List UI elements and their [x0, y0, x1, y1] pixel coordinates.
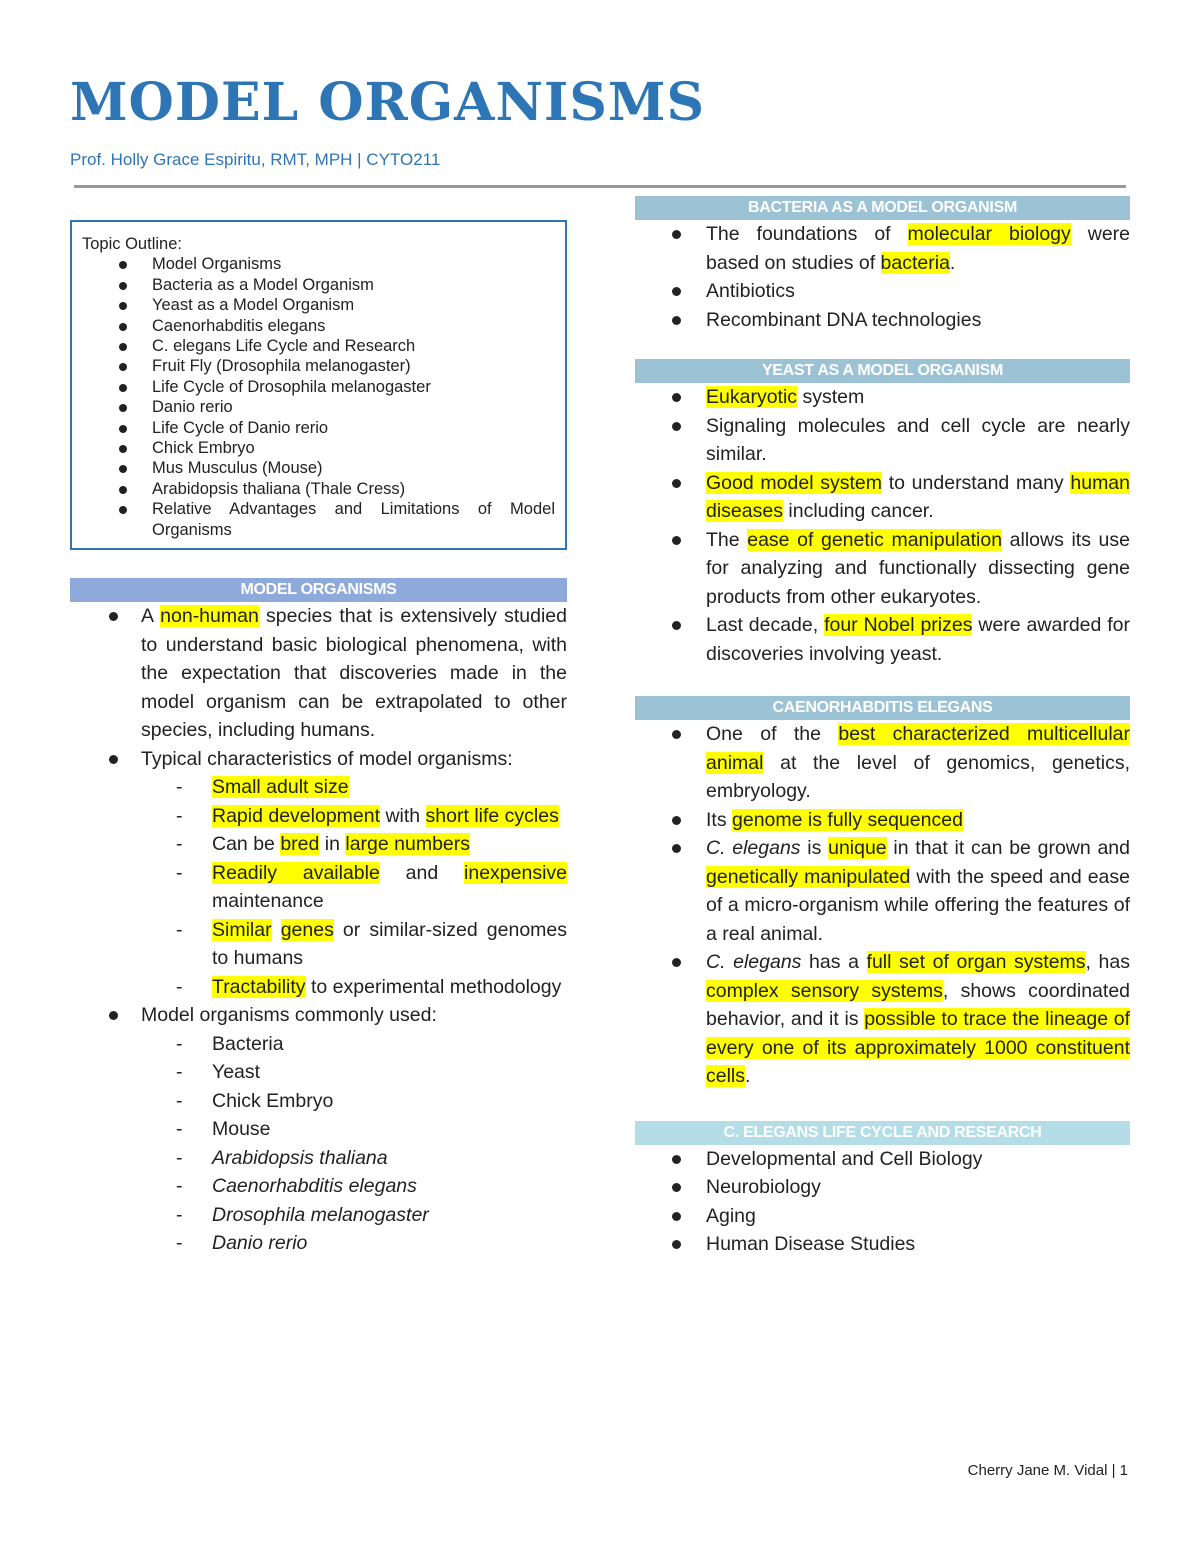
- section-heading-celegans: CAENORHABDITIS ELEGANS: [635, 696, 1130, 720]
- header-divider: [74, 185, 1126, 188]
- yeast-list: [635, 383, 1130, 668]
- bullet-item: Its genome is fully sequenced: [635, 806, 1130, 835]
- bullet-item: Good model system to understand many human diseases including cancer.: [635, 469, 1130, 526]
- bullet-item: C. elegans is unique in that it can be grown and genetically manipulated with the speed and ease of a micro-organism while offering the features of a real animal.: [635, 834, 1130, 948]
- dash-item: - Mouse: [70, 1115, 567, 1144]
- bullet-item: Signaling molecules and cell cycle are nearly similar.: [635, 412, 1130, 469]
- right-column: [635, 196, 1130, 1259]
- outline-item: Bacteria as a Model Organism: [82, 275, 555, 295]
- outline-item: Life Cycle of Danio rerio: [82, 418, 555, 438]
- bullet-item: Recombinant DNA technologies: [635, 306, 1130, 335]
- outline-item: Mus Musculus (Mouse): [82, 458, 555, 478]
- topic-outline-list: [82, 254, 555, 540]
- dash-item: - Caenorhabditis elegans: [70, 1172, 567, 1201]
- bullet-item: Neurobiology: [635, 1173, 1130, 1202]
- dash-item: - Small adult size: [70, 773, 567, 802]
- bullet-item: One of the best characterized multicellular animal at the level of genomics, genetics, embryology.: [635, 720, 1130, 806]
- dash-item: - Bacteria: [70, 1030, 567, 1059]
- outline-item: C. elegans Life Cycle and Research: [82, 336, 555, 356]
- section-heading-yeast: YEAST AS A MODEL ORGANISM: [635, 359, 1130, 383]
- page-subtitle: Prof. Holly Grace Espiritu, RMT, MPH | CYTO211: [70, 150, 441, 169]
- bullet-item: Typical characteristics of model organisms: - Small adult size - Rapid development with short life cycles - Can be bred in large numbers - Readily available and inexpensive maintenance - Similar genes or similar-sized genomes to humans - Tractability to experimental methodology: [70, 745, 567, 1002]
- dash-item: - Can be bred in large numbers: [70, 830, 567, 859]
- bullet-item: The ease of genetic manipulation allows its use for analyzing and functionally dissecting gene products from other eukaryotes.: [635, 526, 1130, 612]
- dash-item: - Yeast: [70, 1058, 567, 1087]
- dash-item: - Similar genes or similar-sized genomes to humans: [70, 916, 567, 973]
- topic-outline-heading: Topic Outline:: [82, 235, 182, 253]
- outline-item: Fruit Fly (Drosophila melanogaster): [82, 356, 555, 376]
- dash-item: - Drosophila melanogaster: [70, 1201, 567, 1230]
- page-footer: Cherry Jane M. Vidal | 1: [967, 1462, 1128, 1479]
- bullet-item: Antibiotics: [635, 277, 1130, 306]
- bullet-item: A non-human species that is extensively studied to understand basic biological phenomena, with the expectation that discoveries made in the model organism can be extrapolated to other species, including humans.: [70, 602, 567, 745]
- left-column: [70, 220, 567, 1258]
- dash-item: - Danio rerio: [70, 1229, 567, 1258]
- bullet-item: Last decade, four Nobel prizes were awarded for discoveries involving yeast.: [635, 611, 1130, 668]
- outline-item: Arabidopsis thaliana (Thale Cress): [82, 479, 555, 499]
- dash-item: - Rapid development with short life cycles: [70, 802, 567, 831]
- section-heading-model-organisms: MODEL ORGANISMS: [70, 578, 567, 602]
- outline-item: Life Cycle of Drosophila melanogaster: [82, 377, 555, 397]
- outline-item: Model Organisms: [82, 254, 555, 274]
- bullet-item: Human Disease Studies: [635, 1230, 1130, 1259]
- outline-item: Chick Embryo: [82, 438, 555, 458]
- characteristics-list: [70, 773, 567, 1001]
- lifecycle-list: [635, 1145, 1130, 1259]
- dash-item: - Readily available and inexpensive maintenance: [70, 859, 567, 916]
- dash-item: - Arabidopsis thaliana: [70, 1144, 567, 1173]
- bullet-item: Aging: [635, 1202, 1130, 1231]
- outline-item: Yeast as a Model Organism: [82, 295, 555, 315]
- dash-item: - Tractability to experimental methodology: [70, 973, 567, 1002]
- topic-outline-box: [70, 220, 567, 550]
- celegans-list: [635, 720, 1130, 1091]
- dash-item: - Chick Embryo: [70, 1087, 567, 1116]
- section-heading-bacteria: BACTERIA AS A MODEL ORGANISM: [635, 196, 1130, 220]
- bullet-item: Eukaryotic system: [635, 383, 1130, 412]
- bullet-item: Model organisms commonly used: - Bacteria - Yeast - Chick Embryo - Mouse - Arabidopsis thaliana - Caenorhabditis elegans - Drosophila melanogaster - Danio rerio: [70, 1001, 567, 1258]
- bullet-item: Developmental and Cell Biology: [635, 1145, 1130, 1174]
- bullet-item: The foundations of molecular biology were based on studies of bacteria.: [635, 220, 1130, 277]
- commonly-used-list: [70, 1030, 567, 1258]
- section-heading-celegans-lifecycle: C. ELEGANS LIFE CYCLE AND RESEARCH: [635, 1121, 1130, 1145]
- outline-item: Danio rerio: [82, 397, 555, 417]
- outline-item: Relative Advantages and Limitations of Model Organisms: [82, 499, 555, 540]
- bacteria-list: [635, 220, 1130, 334]
- page-title: MODEL ORGANISMS: [70, 72, 706, 133]
- outline-item: Caenorhabditis elegans: [82, 316, 555, 336]
- bullet-item: C. elegans has a full set of organ systems, has complex sensory systems, shows coordinated behavior, and it is possible to trace the lineage of every one of its approximately 1000 constituent cells.: [635, 948, 1130, 1091]
- model-organisms-list: [70, 602, 567, 1258]
